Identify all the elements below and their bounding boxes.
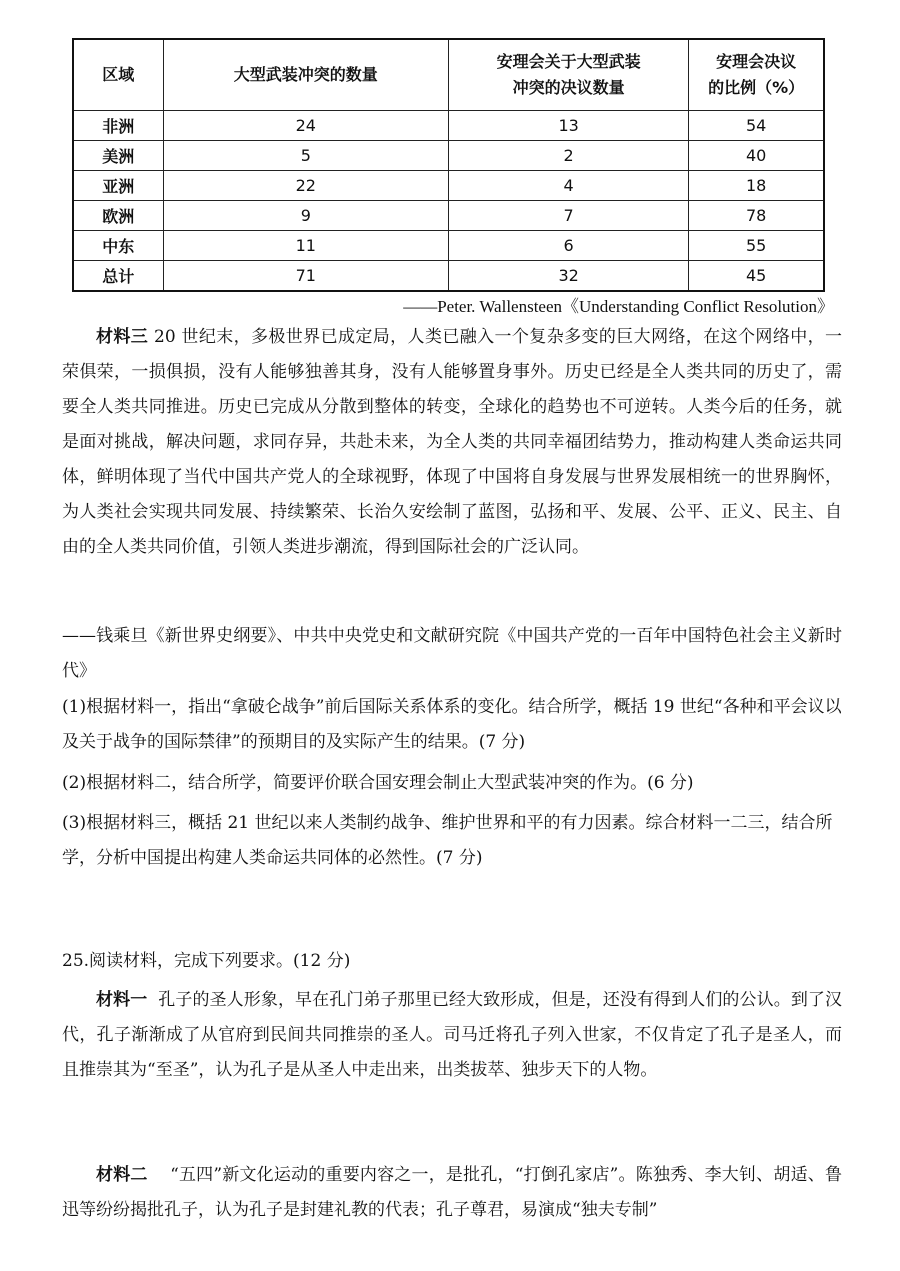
cell-ratio: 54 (689, 111, 824, 141)
header-conflict-count: 大型武装冲突的数量 (163, 39, 448, 111)
table-row (73, 231, 824, 261)
question-1: (1)根据材料一，指出“拿破仑战争”前后国际关系体系的变化。结合所学，概括 19 世纪“各种和平会议以及关于战争的国际禁律”的预期目的及实际产生的结果。(7 分) (62, 697, 842, 752)
q25-material2-text: “五四”新文化运动的重要内容之一，是批孔，“打倒孔家店”。陈独秀、李大钊、胡适、鲁迅等纷纷揭批孔子，认为孔子是封建礼教的代表；孔子尊君，易演成“独夫专制” (62, 1165, 843, 1220)
q25-material1-text: 孔子的圣人形象，早在孔门弟子那里已经大致形成，但是，还没有得到人们的公认。到了汉代，孔子渐渐成了从官府到民间共同推崇的圣人。司马迁将孔子列入世家，不仅肯定了孔子是圣人，而且推崇其为“至圣”，认为孔子是从圣人中走出来，出类拔萃、独步天下的人物。 (62, 990, 843, 1080)
cell-resolutions: 32 (448, 261, 688, 292)
q25-material2-paragraph (62, 1158, 842, 1228)
question-25-title: 25.阅读材料，完成下列要求。(12 分) (62, 951, 351, 971)
cell-ratio: 45 (689, 261, 824, 292)
cell-resolutions: 2 (448, 141, 688, 171)
material3-label: 材料三 (96, 327, 149, 347)
conflict-table-container (72, 38, 825, 286)
cell-region: 总计 (73, 261, 163, 292)
header-resolution-count: 安理会关于大型武装 冲突的决议数量 (448, 39, 688, 111)
table-row-total (73, 261, 824, 292)
cell-ratio: 40 (689, 141, 824, 171)
conflict-resolution-table (72, 38, 825, 292)
question-3: (3)根据材料三，概括 21 世纪以来人类制约战争、维护世界和平的有力因素。综合材料一二三，结合所学，分析中国提出构建人类命运共同体的必然性。(7 分) (62, 813, 833, 868)
cell-conflicts: 22 (163, 171, 448, 201)
material3-paragraph (62, 320, 842, 565)
cell-region: 亚洲 (73, 171, 163, 201)
material3-text: 20 世纪末，多极世界已成定局，人类已融入一个复杂多变的巨大网络，在这个网络中，一荣俱荣，一损俱损，没有人能够独善其身，没有人能够置身事外。历史已经是全人类共同的历史了，需要全人类共同推进。历史已完成从分散到整体的转变，全球化的趋势也不可逆转。人类今后的任务，就是面对挑战，解决问题，求同存异，共赴未来，为全人类的共同幸福团结势力，推动构建人类命运共同体，鲜明体现了当代中国共产党人的全球视野，体现了中国将自身发展与世界发展相统一的世界胸怀，为人类社会实现共同发展、持续繁荣、长治久安绘制了蓝图，弘扬和平、发展、公平、正义、民主、自由的全人类共同价值，引领人类进步潮流，得到国际社会的广泛认同。 (62, 327, 843, 557)
cell-resolutions: 7 (448, 201, 688, 231)
cell-region: 美洲 (73, 141, 163, 171)
table-row (73, 111, 824, 141)
header-resolution-ratio: 安理会决议 的比例（%） (689, 39, 824, 111)
cell-region: 中东 (73, 231, 163, 261)
material3-source: ——钱乘旦《新世界史纲要》、中共中央党史和文献研究院《中国共产党的一百年中国特色社会主义新时代》 (62, 626, 842, 681)
cell-conflicts: 5 (163, 141, 448, 171)
cell-conflicts: 11 (163, 231, 448, 261)
q25-material1-paragraph (62, 983, 842, 1088)
cell-region: 欧洲 (73, 201, 163, 231)
cell-region: 非洲 (73, 111, 163, 141)
cell-ratio: 18 (689, 171, 824, 201)
cell-resolutions: 13 (448, 111, 688, 141)
question-2: (2)根据材料二，结合所学，简要评价联合国安理会制止大型武装冲突的作为。(6 分) (62, 773, 694, 793)
table-header-row (73, 39, 824, 111)
cell-ratio: 55 (689, 231, 824, 261)
q25-material2-label: 材料二 (96, 1165, 148, 1185)
cell-conflicts: 71 (163, 261, 448, 292)
table-source-citation: ——Peter. Wallensteen《Understanding Conflict Resolution》 (403, 297, 834, 316)
cell-resolutions: 4 (448, 171, 688, 201)
q25-material1-label: 材料一 (96, 990, 148, 1010)
table-row (73, 201, 824, 231)
cell-conflicts: 9 (163, 201, 448, 231)
cell-ratio: 78 (689, 201, 824, 231)
table-row (73, 141, 824, 171)
cell-resolutions: 6 (448, 231, 688, 261)
cell-conflicts: 24 (163, 111, 448, 141)
header-region: 区域 (73, 39, 163, 111)
table-row (73, 171, 824, 201)
